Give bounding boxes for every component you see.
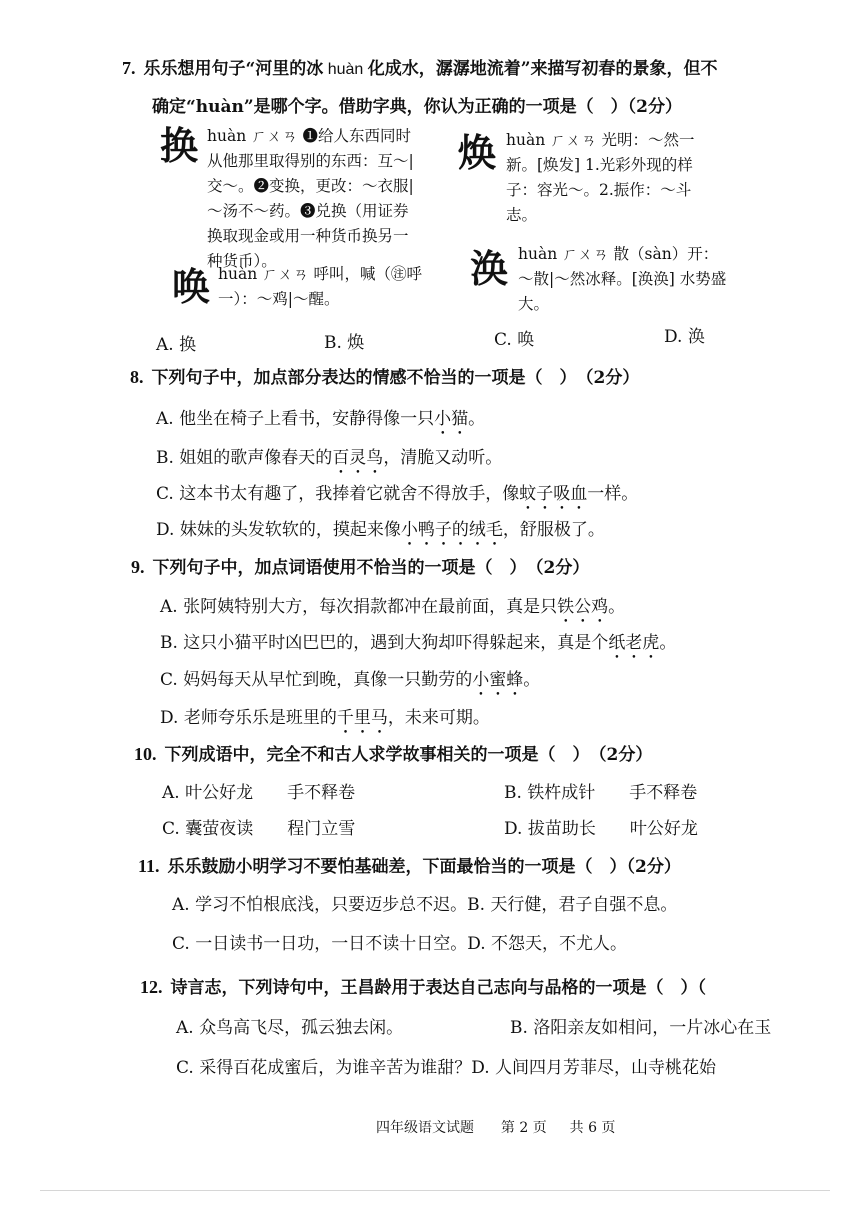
q9-option-c[interactable]: C. 妈妈每天从早忙到晚，真像一只勤劳的小蜜蜂。 — [160, 670, 541, 690]
q10-option-a[interactable]: A. 叶公好龙 手不释卷 — [162, 783, 356, 803]
q12-option-a[interactable]: A. 众鸟高飞尽，孤云独去闲。 — [176, 1018, 404, 1038]
q8-option-a[interactable]: A. 他坐在椅子上看书，安静得像一只小猫。 — [156, 409, 486, 429]
q9-option-a[interactable]: A. 张阿姨特别大方，每次捐款都冲在最前面，真是只铁公鸡。 — [160, 597, 626, 617]
q7-option-c[interactable]: C. 唤 — [494, 330, 535, 350]
q10-stem: 10. 下列成语中，完全不和古人求学故事相关的一项是（ ） （2分） — [134, 744, 653, 765]
q7-number: 7. — [122, 58, 136, 78]
q9-option-d[interactable]: D. 老师夸乐乐是班里的千里马，未来可期。 — [160, 708, 490, 728]
q8-stem: 8. 下列句子中，加点部分表达的情感不恰当的一项是（ ） （2分） — [130, 367, 640, 388]
q12-stem: 12. 诗言志，下列诗句中，王昌龄用于表达自己志向与品格的一项是（ ）（ — [140, 977, 706, 998]
q10-option-b[interactable]: B. 铁杵成针 手不释卷 — [504, 783, 698, 803]
dict-entry-huan-call: huàn ㄏㄨㄢ 呼叫，喊（㊟呼一）：～鸡|～醒。 — [218, 265, 423, 308]
dict-char-huan-disperse: 涣 — [470, 246, 509, 291]
q11-stem: 11. 乐乐鼓励小明学习不要怕基础差，下面最恰当的一项是（ ）（2分） — [138, 856, 681, 877]
q7-stem-line2: 确定“huàn”是哪个字。借助字典，你认为正确的一项是（ ）（2分） — [152, 97, 682, 117]
q9-stem: 9. 下列句子中，加点词语使用不恰当的一项是（ ） （2分） — [131, 557, 590, 578]
q12-option-b[interactable]: B. 洛阳亲友如相问，一片冰心在玉 — [510, 1018, 772, 1038]
q10-option-c[interactable]: C. 囊萤夜读 程门立雪 — [162, 819, 356, 839]
footer-subject: 四年级语文试题 — [376, 1120, 474, 1136]
q10-option-d[interactable]: D. 拔苗助长 叶公好龙 — [504, 819, 698, 839]
page-footer — [376, 1117, 615, 1137]
q7-stem-line1: 7. 乐乐想用句子“河里的冰 huàn 化成水，潺潺地流着”来描写初春的景象，但不 — [122, 58, 718, 79]
dict-entry-huan-exchange: huàn ㄏㄨㄢ ❶给人东西同时从他那里取得别的东西：互～|交～。❷变换，更改：～衣服|～汤不～药。❸兑换（用证券换取现金或用一种货币换另一种货币）。 — [207, 127, 414, 270]
q11-options-row2[interactable]: C. 一日读书一日功，一日不读十日空。D. 不怨天，不尤人。 — [172, 934, 628, 954]
dict-char-huan-call: 唤 — [172, 264, 211, 309]
q9-option-b[interactable]: B. 这只小猫平时凶巴巴的，遇到大狗却吓得躲起来，真是个纸老虎。 — [160, 633, 677, 653]
dict-char-huan-shine: 焕 — [458, 130, 497, 175]
q7-option-b[interactable]: B. 焕 — [324, 333, 365, 353]
dict-char-huan-exchange: 换 — [160, 123, 199, 168]
q8-option-b[interactable]: B. 姐姐的歌声像春天的百灵鸟，清脆又动听。 — [156, 448, 503, 468]
q11-options-row1[interactable]: A. 学习不怕根底浅，只要迈步总不迟。B. 天行健，君子自强不息。 — [172, 895, 678, 915]
footer-page-number: 第 2 页 — [500, 1120, 547, 1136]
q8-option-d[interactable]: D. 妹妹的头发软软的，摸起来像小鸭子的绒毛，舒服极了。 — [156, 520, 605, 540]
q12-options-row2[interactable]: C. 采得百花成蜜后，为谁辛苦为谁甜？D. 人间四月芳菲尽，山寺桃花始 — [176, 1058, 717, 1078]
dict-entry-huan-shine: huàn ㄏㄨㄢ 光明：～然一新。[焕发] 1.光彩外现的样子：容光～。2.振作：～斗志。 — [506, 131, 695, 224]
q7-option-a[interactable]: A. 换 — [156, 335, 197, 355]
bottom-divider — [40, 1190, 830, 1191]
footer-total-pages: 共 6 页 — [569, 1120, 616, 1136]
q8-option-c[interactable]: C. 这本书太有趣了，我捧着它就舍不得放手，像蚊子吸血一样。 — [156, 484, 639, 504]
dict-entry-huan-disperse: huàn ㄏㄨㄢ 散（sàn）开：～散|～然冰释。[涣涣] 水势盛大。 — [518, 245, 727, 313]
q7-option-d[interactable]: D. 涣 — [664, 327, 705, 347]
